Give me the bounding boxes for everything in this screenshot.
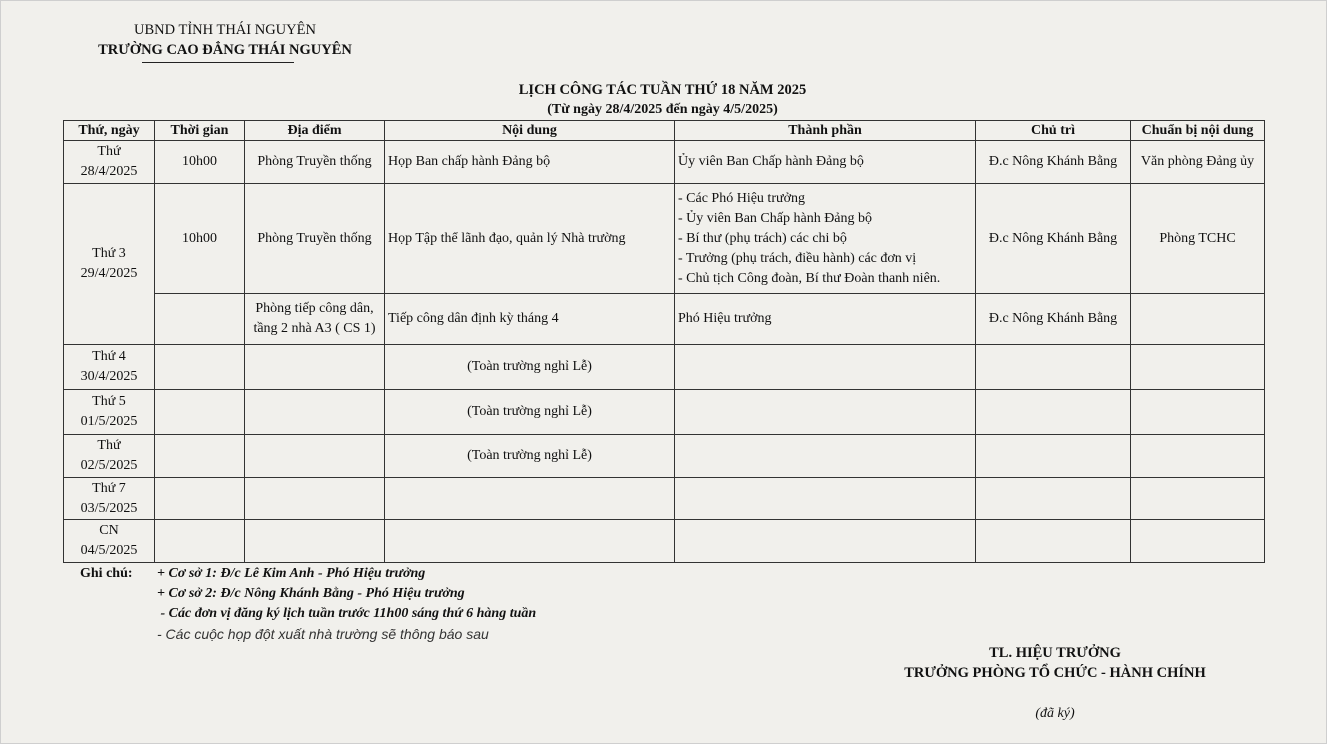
- day-cell: [64, 184, 155, 345]
- day-cell: [64, 390, 155, 435]
- place-cell: [245, 345, 385, 390]
- chair-cell: Đ.c Nông Khánh Bằng: [976, 184, 1131, 294]
- participants-cell: [675, 520, 976, 563]
- note-line: + Cơ sở 1: Đ/c Lê Kim Anh - Phó Hiệu trưởng: [157, 566, 426, 581]
- signature-status: (đã ký): [1035, 706, 1075, 721]
- place-cell: Phòng Truyền thống: [245, 141, 385, 184]
- time-cell: [155, 435, 245, 478]
- prep-cell: [1131, 294, 1265, 345]
- participants-cell: Ủy viên Ban Chấp hành Đảng bộ: [675, 141, 976, 184]
- prep-cell: [1131, 478, 1265, 520]
- date-label: 04/5/2025: [80, 543, 138, 558]
- date-label: 02/5/2025: [80, 458, 138, 473]
- time-cell: [155, 390, 245, 435]
- participants-cell: [675, 184, 976, 294]
- org-name: TRƯỜNG CAO ĐẲNG THÁI NGUYÊN: [98, 42, 352, 58]
- chair-cell: [976, 435, 1131, 478]
- date-label: 30/4/2025: [80, 369, 138, 384]
- place-line: tầng 2 nhà A3 ( CS 1): [253, 321, 376, 336]
- prep-cell: [1131, 520, 1265, 563]
- prep-cell: Phòng TCHC: [1131, 184, 1265, 294]
- content-cell: Tiếp công dân định kỳ tháng 4: [385, 294, 675, 345]
- place-cell: [245, 294, 385, 345]
- table-row: [64, 435, 1265, 478]
- participant-item: - Các Phó Hiệu trưởng: [678, 190, 805, 206]
- content-cell: (Toàn trường nghỉ Lễ): [385, 390, 675, 435]
- col-header-chair: Chủ trì: [976, 121, 1131, 141]
- day-label: Thứ 3: [92, 246, 126, 261]
- content-cell: Họp Ban chấp hành Đảng bộ: [385, 141, 675, 184]
- day-cell: [64, 435, 155, 478]
- participant-item: - Ủy viên Ban Chấp hành Đảng bộ: [678, 210, 873, 226]
- chair-cell: Đ.c Nông Khánh Bằng: [976, 294, 1131, 345]
- content-cell: (Toàn trường nghỉ Lễ): [385, 345, 675, 390]
- date-label: 01/5/2025: [80, 414, 138, 429]
- prep-cell: Văn phòng Đảng ủy: [1131, 141, 1265, 184]
- note-line: - Các đơn vị đăng ký lịch tuần trước 11h00 sáng thứ 6 hàng tuần: [157, 606, 537, 621]
- participant-item: - Trưởng (phụ trách, điều hành) các đơn vị: [678, 250, 917, 266]
- day-label: Thứ: [97, 144, 121, 159]
- place-cell: Phòng Truyền thống: [245, 184, 385, 294]
- col-header-content: Nội dung: [385, 121, 675, 141]
- col-header-place: Địa điểm: [245, 121, 385, 141]
- day-label: Thứ 7: [92, 480, 126, 496]
- participants-cell: [675, 390, 976, 435]
- content-cell: Họp Tập thể lãnh đạo, quản lý Nhà trường: [385, 184, 675, 294]
- date-label: 03/5/2025: [80, 500, 138, 516]
- participants-cell: [675, 478, 976, 520]
- time-cell: 10h00: [155, 184, 245, 294]
- signature-title: TL. HIỆU TRƯỞNG: [989, 645, 1121, 661]
- participant-item: - Chủ tịch Công đoàn, Bí thư Đoàn thanh niên.: [678, 270, 941, 286]
- table-row: [64, 345, 1265, 390]
- prep-cell: [1131, 345, 1265, 390]
- place-cell: [245, 390, 385, 435]
- table-header-row: [64, 121, 1265, 141]
- prep-cell: [1131, 390, 1265, 435]
- place-cell: [245, 478, 385, 520]
- participants-cell: Phó Hiệu trưởng: [675, 294, 976, 345]
- table-row: [64, 390, 1265, 435]
- content-cell: [385, 520, 675, 563]
- time-cell: [155, 345, 245, 390]
- note-line: + Cơ sở 2: Đ/c Nông Khánh Bằng - Phó Hiệu trưởng: [157, 586, 465, 601]
- day-cell: [64, 520, 155, 563]
- time-cell: [155, 520, 245, 563]
- day-cell: [64, 345, 155, 390]
- participant-item: - Bí thư (phụ trách) các chi bộ: [678, 230, 847, 246]
- col-header-participants: Thành phần: [675, 121, 976, 141]
- time-cell: 10h00: [155, 141, 245, 184]
- org-underline: [142, 62, 294, 63]
- note-line: - Các cuộc họp đột xuất nhà trường sẽ thông báo sau: [157, 626, 489, 642]
- schedule-title: LỊCH CÔNG TÁC TUẦN THỨ 18 NĂM 2025: [518, 82, 807, 98]
- time-cell: [155, 478, 245, 520]
- table-row: [64, 141, 1265, 184]
- col-header-prep: Chuẩn bị nội dung: [1131, 121, 1265, 141]
- place-cell: [245, 435, 385, 478]
- col-header-day: Thứ, ngày: [64, 121, 155, 141]
- prep-cell: [1131, 435, 1265, 478]
- day-label: Thứ 4: [92, 349, 126, 364]
- chair-cell: [976, 345, 1131, 390]
- day-cell: [64, 141, 155, 184]
- signature-position: TRƯỞNG PHÒNG TỔ CHỨC - HÀNH CHÍNH: [904, 665, 1206, 681]
- col-header-time: Thời gian: [155, 121, 245, 141]
- chair-cell: Đ.c Nông Khánh Bằng: [976, 141, 1131, 184]
- table-row: [64, 478, 1265, 520]
- place-cell: [245, 520, 385, 563]
- notes-label: Ghi chú:: [80, 566, 133, 581]
- participants-cell: [675, 345, 976, 390]
- schedule-table: [63, 120, 1265, 563]
- schedule-date-range: (Từ ngày 28/4/2025 đến ngày 4/5/2025): [547, 102, 778, 117]
- day-label: CN: [99, 523, 119, 538]
- chair-cell: [976, 520, 1131, 563]
- chair-cell: [976, 390, 1131, 435]
- time-cell: [155, 294, 245, 345]
- org-parent: UBND TỈNH THÁI NGUYÊN: [134, 22, 316, 38]
- table-row: [64, 294, 1265, 345]
- table-row: [64, 184, 1265, 294]
- date-label: 28/4/2025: [80, 164, 138, 179]
- participants-cell: [675, 435, 976, 478]
- content-cell: (Toàn trường nghỉ Lễ): [385, 435, 675, 478]
- chair-cell: [976, 478, 1131, 520]
- place-line: Phòng tiếp công dân,: [255, 301, 374, 316]
- day-label: Thứ: [97, 438, 121, 453]
- content-cell: [385, 478, 675, 520]
- day-cell: [64, 478, 155, 520]
- table-row: [64, 520, 1265, 563]
- date-label: 29/4/2025: [80, 266, 138, 281]
- day-label: Thứ 5: [92, 394, 126, 409]
